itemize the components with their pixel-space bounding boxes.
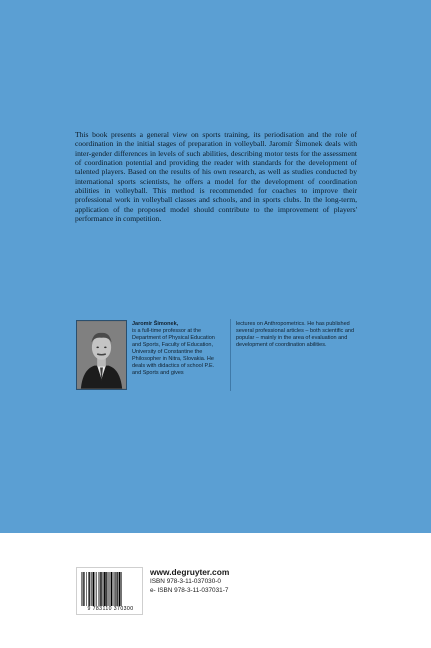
author-photo (76, 320, 127, 390)
book-description: This book presents a general view on sports training, its periodisation and the role of coordination in the initial stages of preparation in volleyball. Jaromír Šimonek deals with inter-gender differences in levels of such abilities, describing motor tests for the assessment of coordination potential and providing the reader with standards for the development of talented players. Based on the results of his own research, as well as studies conducted by international sports scientists, he offers a model for the development of coordination abilities in volleyball. This method is recommended for coaches to improve their professional work in volleyball classes and schools, and in sports clubs. In the long-term, application of the proposed model should contribute to the improvement of players' performance in competition. (75, 130, 357, 224)
author-bio-text: is a full-time professor at the Department of Physical Education and Sports, Faculty of Education, University of Constantine the Philosopher in Nitra, Slovakia. He deals with didactics of school P.E. and Sports and gives (132, 328, 215, 376)
bio-divider (230, 319, 231, 391)
author-name: Jaromír Šimonek, (132, 321, 179, 327)
barcode-graphic (81, 572, 140, 606)
publisher-block (150, 567, 229, 595)
author-portrait-image (77, 321, 126, 389)
publisher-url[interactable]: www.degruyter.com (150, 567, 230, 577)
isbn-barcode (76, 567, 143, 615)
barcode-digits: 9 783110 370300 (87, 606, 134, 612)
author-bio-left (132, 321, 224, 377)
isbn-print: ISBN 978-3-11-037030-0 (150, 578, 221, 585)
isbn-ebook: e- ISBN 978-3-11-037031-7 (150, 586, 229, 594)
author-bio-right: lectures on Anthropometrics. He has published several professional articles – both scientific and popular – mainly in the area of evaluation and development of coordination abilities. (236, 321, 355, 348)
